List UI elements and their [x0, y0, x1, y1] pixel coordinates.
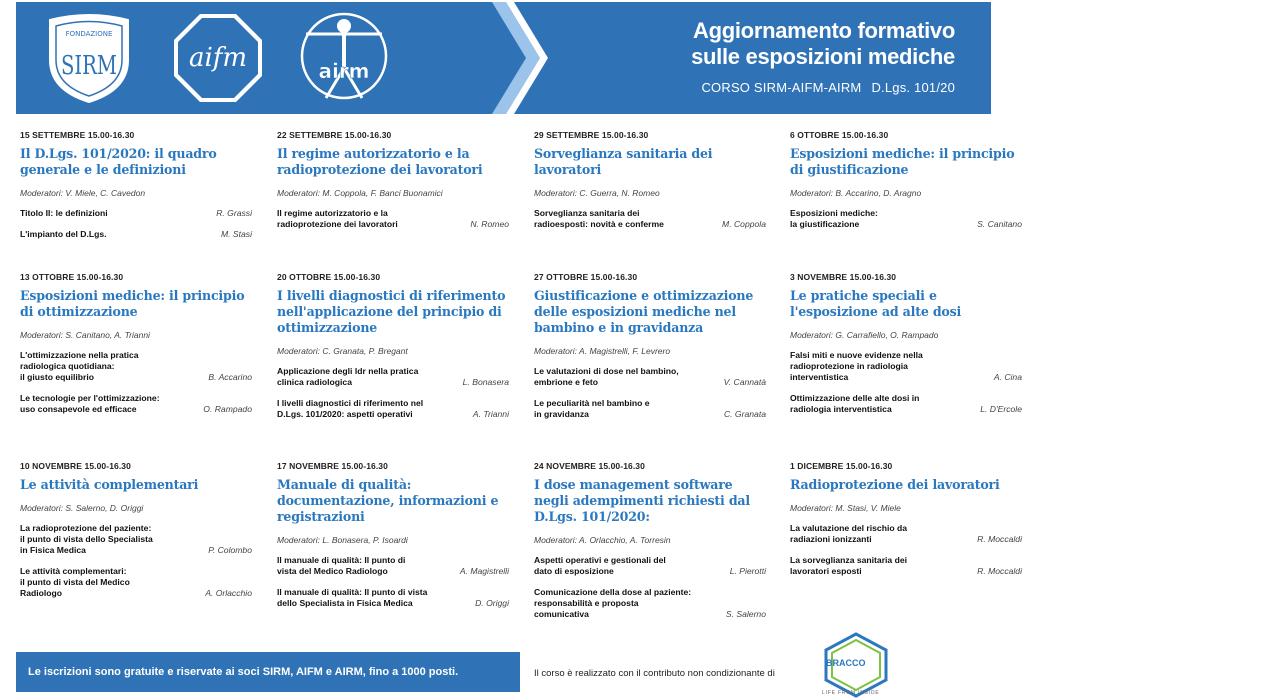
banner-title: Aggiornamento formativo sulle esposizioni mediche [691, 18, 955, 69]
session-moderators: Moderatori: C. Guerra, N. Romeo [534, 188, 660, 198]
session-block [277, 461, 509, 609]
sponsor-tagline: LIFE FROM INSIDE [822, 690, 880, 696]
talk-item [277, 366, 509, 388]
talk-item [534, 587, 766, 620]
talk-title: Titolo II: le definizioni [20, 208, 108, 218]
talk-title: L'ottimizzazione nella pratica radiologica quotidiana: il giusto equilibrio [20, 350, 139, 382]
talk-title: Ottimizzazione delle alte dosi in radiologia interventistica [790, 393, 920, 414]
talk-speaker: V. Cannatà [723, 377, 766, 387]
session-date: 3 NOVEMBRE 15.00-16.30 [790, 272, 897, 282]
session-moderators: Moderatori: S. Canitano, A. Trianni [20, 330, 150, 340]
session-date: 27 OTTOBRE 15.00-16.30 [534, 272, 638, 282]
sponsor-name: BRACCO [826, 658, 866, 668]
talk-speaker: R. Moccaldi [977, 566, 1022, 576]
session-block [534, 272, 766, 420]
contribution-text: Il corso è realizzato con il contributo non condizionante di [534, 668, 775, 679]
session-title: Le pratiche speciali e l'esposizione ad alte dosi [790, 288, 962, 319]
svg-text:airm: airm [318, 59, 370, 83]
session-moderators: Moderatori: M. Stasi, V. Miele [790, 503, 901, 513]
session-moderators: Moderatori: M. Coppola, F. Banci Buonamici [277, 188, 443, 198]
chevron-decoration [492, 2, 552, 114]
talk-speaker: B. Accarino [208, 372, 252, 382]
session-block [790, 272, 1022, 415]
talk-title: Esposizioni mediche: la giustificazione [790, 208, 878, 229]
talk-speaker: D. Origgi [475, 598, 509, 608]
session-date: 20 OTTOBRE 15.00-16.30 [277, 272, 381, 282]
session-block [790, 461, 1022, 577]
talk-item [20, 523, 252, 556]
session-moderators: Moderatori: L. Bonasera, P. Isoardi [277, 535, 408, 545]
session-moderators: Moderatori: C. Granata, P. Bregant [277, 346, 408, 356]
session-moderators: Moderatori: A. Magistrelli, F. Levrero [534, 346, 671, 356]
talk-title: Le attività complementari: il punto di vista del Medico Radiologo [20, 566, 130, 598]
session-title: Esposizioni mediche: il principio di ottimizzazione [20, 288, 245, 319]
talk-title: La radioprotezione del paziente: il punto di vista dello Specialista in Fisica Medica [20, 523, 153, 555]
talk-speaker: L. Pierotti [729, 566, 766, 576]
session-date: 24 NOVEMBRE 15.00-16.30 [534, 461, 645, 471]
aifm-logo [170, 10, 266, 106]
talk-speaker: R. Moccaldi [977, 534, 1022, 544]
talk-title: Le valutazioni di dose nel bambino, embrione e feto [534, 366, 679, 387]
talk-item [20, 393, 252, 415]
talk-item [790, 208, 1022, 230]
session-date: 6 OTTOBRE 15.00-16.30 [790, 130, 889, 140]
talk-title: Sorveglianza sanitaria dei radioesposti: novità e conferme [534, 208, 664, 229]
session-title: Manuale di qualità: documentazione, informazioni e registrazioni [277, 477, 499, 524]
session-block [20, 272, 252, 415]
session-block [20, 461, 252, 599]
svg-text:SIRM: SIRM [61, 51, 117, 81]
svg-text:aifm: aifm [188, 43, 248, 73]
session-block [790, 130, 1022, 230]
talk-item [534, 398, 766, 420]
talk-item [20, 566, 252, 599]
session-block [20, 130, 252, 240]
session-date: 22 SETTEMBRE 15.00-16.30 [277, 130, 392, 140]
session-date: 13 OTTOBRE 15.00-16.30 [20, 272, 124, 282]
session-moderators: Moderatori: G. Carrafiello, O. Rampado [790, 330, 939, 340]
talk-speaker: P. Colombo [208, 545, 252, 555]
talk-item [277, 208, 509, 230]
talk-item [790, 393, 1022, 415]
talk-item [277, 555, 509, 577]
session-moderators: Moderatori: A. Orlacchio, A. Torresin [534, 535, 671, 545]
session-block [277, 272, 509, 420]
talk-title: La sorveglianza sanitaria dei lavoratori esposti [790, 555, 908, 576]
talk-item [20, 208, 252, 219]
talk-title: Il regime autorizzatorio e la radioprotezione dei lavoratori [277, 208, 398, 229]
session-block [534, 130, 766, 230]
talk-item [790, 350, 1022, 383]
session-block [277, 130, 509, 230]
talk-item [277, 398, 509, 420]
talk-speaker: C. Granata [723, 409, 766, 419]
talk-title: I livelli diagnostici di riferimento nel D.Lgs. 101/2020: aspetti operativi [277, 398, 424, 419]
registration-text: Le iscrizioni sono gratuite e riservate ai soci SIRM, AIFM e AIRM, fino a 1000 posti. [28, 666, 459, 678]
session-title: Il D.Lgs. 101/2020: il quadro generale e le definizioni [20, 146, 217, 177]
session-title: Giustificazione e ottimizzazione delle esposizioni mediche nel bambino e in gravidanza [534, 288, 754, 335]
talk-item [534, 366, 766, 388]
session-title: Le attività complementari [20, 477, 199, 492]
session-moderators: Moderatori: V. Miele, C. Cavedon [20, 188, 146, 198]
talk-speaker: S. Canitano [977, 219, 1022, 229]
talk-title: Aspetti operativi e gestionali del dato di esposizione [534, 555, 666, 576]
talk-title: Le peculiarità nel bambino e in gravidanza [534, 398, 650, 419]
session-title: Il regime autorizzatorio e la radioprotezione dei lavoratori [277, 146, 483, 177]
talk-title: Il manuale di qualità: Il punto di vista dello Specialista in Fisica Medica [277, 587, 428, 608]
talk-speaker: A. Orlacchio [205, 588, 252, 598]
talk-title: Il manuale di qualità: Il punto di vista del Medico Radiologo [277, 555, 406, 576]
talk-speaker: O. Rampado [203, 404, 252, 414]
session-title: I livelli diagnostici di riferimento nell'applicazione del principio di ottimizzazione [277, 288, 506, 335]
session-block [534, 461, 766, 620]
talk-title: Applicazione degli ldr nella pratica clinica radiologica [277, 366, 419, 387]
session-title: Esposizioni mediche: il principio di giustificazione [790, 146, 1015, 177]
session-moderators: Moderatori: S. Salerno, D. Origgi [20, 503, 144, 513]
talk-title: Falsi miti e nuove evidenze nella radioprotezione in radiologia interventistica [790, 350, 923, 382]
session-title: I dose management software negli adempimenti richiesti dal D.Lgs. 101/2020: [534, 477, 750, 524]
registration-banner [16, 652, 520, 692]
header-banner [16, 2, 991, 114]
talk-item [790, 523, 1022, 545]
talk-speaker: A. Trianni [472, 409, 509, 419]
session-date: 17 NOVEMBRE 15.00-16.30 [277, 461, 388, 471]
talk-speaker: A. Cina [993, 372, 1022, 382]
session-title: Radioprotezione dei lavoratori [790, 477, 1000, 492]
talk-item [20, 350, 252, 383]
talk-speaker: L. D'Ercole [980, 404, 1022, 414]
talk-item [534, 208, 766, 230]
session-moderators: Moderatori: B. Accarino, D. Aragno [790, 188, 922, 198]
sirm-shield-logo [44, 12, 134, 104]
session-date: 1 DICEMBRE 15.00-16.30 [790, 461, 893, 471]
session-date: 29 SETTEMBRE 15.00-16.30 [534, 130, 649, 140]
talk-speaker: N. Romeo [470, 219, 509, 229]
talk-item [20, 229, 252, 240]
banner-subtitle: CORSO SIRM-AIFM-AIRM D.Lgs. 101/20 [701, 80, 955, 95]
talk-speaker: A. Magistrelli [459, 566, 509, 576]
talk-speaker: L. Bonasera [462, 377, 509, 387]
session-title: Sorveglianza sanitaria dei lavoratori [534, 146, 713, 177]
talk-title: Comunicazione della dose al paziente: responsabilità e proposta comunicativa [534, 587, 692, 619]
talk-item [534, 555, 766, 577]
talk-speaker: M. Stasi [220, 229, 252, 239]
session-date: 10 NOVEMBRE 15.00-16.30 [20, 461, 131, 471]
svg-text:FONDAZIONE: FONDAZIONE [65, 30, 113, 38]
talk-title: L'impianto del D.Lgs. [20, 229, 107, 239]
talk-speaker: R. Grassi [216, 208, 252, 218]
talk-item [277, 587, 509, 609]
talk-item [790, 555, 1022, 577]
talk-title: La valutazione del rischio da radiazioni ionizzanti [790, 523, 908, 544]
airm-logo [296, 8, 392, 108]
talk-title: Le tecnologie per l'ottimizzazione: uso consapevole ed efficace [20, 393, 160, 414]
session-date: 15 SETTEMBRE 15.00-16.30 [20, 130, 135, 140]
talk-speaker: S. Salerno [725, 609, 766, 619]
talk-speaker: M. Coppola [722, 219, 766, 229]
